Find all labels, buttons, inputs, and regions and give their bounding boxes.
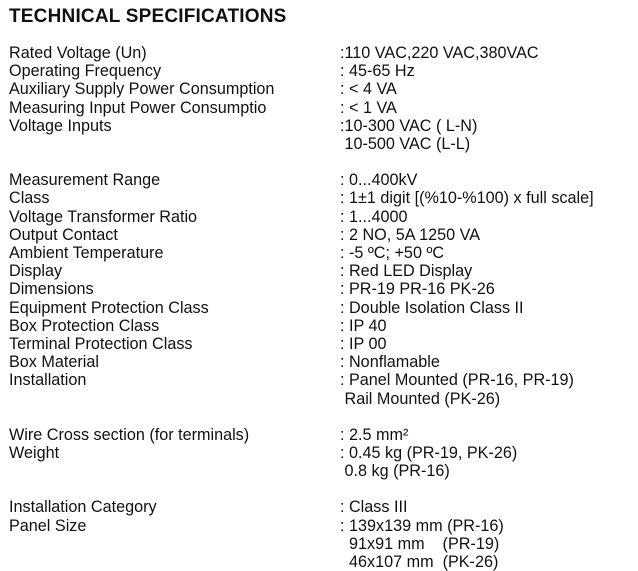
spec-value (340, 498, 634, 516)
spec-value-line: : 0.45 kg (PR-19, PK-26) (340, 444, 518, 463)
spec-row-measurement-range (9, 171, 634, 189)
spec-value-line: : 45-65 Hz (340, 62, 415, 81)
section-gap (9, 153, 634, 171)
spec-value (340, 117, 634, 153)
spec-label: Auxiliary Supply Power Consumption (9, 80, 275, 99)
spec-value (340, 62, 634, 80)
spec-row-dimensions (9, 280, 634, 298)
spec-value (340, 335, 634, 353)
spec-value-line: :110 VAC,220 VAC,380VAC (340, 44, 539, 62)
spec-value-line: : 2 NO, 5A 1250 VA (340, 225, 481, 244)
spec-table (9, 44, 634, 571)
spec-value-line: : 0...400kV (340, 171, 418, 190)
spec-row-rated-voltage (9, 44, 634, 62)
spec-value-line: 91x91 mm (PR-19) (340, 534, 500, 553)
spec-label: Operating Frequency (9, 62, 162, 81)
spec-row-display (9, 262, 634, 280)
spec-value-line: : Nonflamable (340, 353, 440, 372)
spec-row-output-contact (9, 226, 634, 244)
spec-value-line: 10-500 VAC (L-L) (340, 135, 471, 154)
spec-row-installation-category (9, 498, 634, 516)
spec-value-line: : Class III (340, 498, 408, 517)
spec-label: Installation Category (9, 498, 157, 517)
spec-value (340, 226, 634, 244)
spec-value (340, 371, 634, 407)
spec-value-line: : 2.5 mm² (340, 425, 409, 444)
spec-label: Installation (9, 371, 87, 390)
spec-value-line: :10-300 VAC ( L-N) (340, 116, 478, 135)
spec-value (340, 444, 634, 480)
spec-label: Rated Voltage (Un) (9, 44, 147, 62)
spec-label: Terminal Protection Class (9, 335, 193, 354)
spec-row-installation (9, 371, 634, 407)
section-gap (9, 480, 634, 498)
spec-row-measuring-input-power (9, 99, 634, 117)
spec-label: Voltage Inputs (9, 116, 112, 135)
spec-value-line: : 1...4000 (340, 207, 408, 226)
spec-value-line: : 1±1 digit [(%10-%100) x full scale] (340, 189, 594, 208)
spec-value-line: : < 4 VA (340, 80, 397, 99)
spec-row-box-protection (9, 317, 634, 335)
spec-row-weight (9, 444, 634, 480)
spec-value-line: Rail Mounted (PK-26) (340, 389, 501, 408)
spec-row-auxiliary-power (9, 80, 634, 98)
spec-label: Panel Size (9, 516, 87, 535)
spec-value-line: : Red LED Display (340, 262, 473, 281)
spec-value (340, 99, 634, 117)
spec-value-line: 0.8 kg (PR-16) (340, 462, 450, 481)
page-title: TECHNICAL SPECIFICATIONS (9, 6, 287, 27)
spec-label: Class (9, 189, 50, 208)
spec-value-line: : IP 40 (340, 316, 387, 335)
spec-label: Voltage Transformer Ratio (9, 207, 198, 226)
spec-value-line: : Panel Mounted (PR-16, PR-19) (340, 371, 574, 390)
spec-label: Ambient Temperature (9, 244, 164, 263)
spec-row-panel-size (9, 517, 634, 571)
spec-value (340, 80, 634, 98)
spec-label: Dimensions (9, 280, 94, 299)
spec-value-line: 46x107 mm (PK-26) (340, 553, 499, 571)
spec-value (340, 426, 634, 444)
spec-label: Measurement Range (9, 171, 161, 190)
spec-value-line: : IP 00 (340, 335, 387, 354)
spec-value (340, 208, 634, 226)
spec-row-terminal-protection (9, 335, 634, 353)
spec-label: Output Contact (9, 225, 118, 244)
spec-row-wire-cross-section (9, 426, 634, 444)
spec-label: Box Material (9, 353, 99, 372)
spec-value (340, 280, 634, 298)
spec-value (340, 262, 634, 280)
spec-label: Measuring Input Power Consumptio (9, 98, 267, 117)
spec-row-operating-frequency (9, 62, 634, 80)
spec-label: Weight (9, 444, 60, 463)
spec-label: Display (9, 262, 63, 281)
spec-value (340, 189, 634, 207)
spec-row-box-material (9, 353, 634, 371)
spec-value-line: : -5 ºC; +50 ºC (340, 244, 445, 263)
spec-label: Equipment Protection Class (9, 298, 209, 317)
spec-row-class (9, 189, 634, 207)
spec-value-line: : PR-19 PR-16 PK-26 (340, 280, 495, 299)
spec-row-voltage-inputs (9, 117, 634, 153)
spec-value (340, 44, 634, 62)
spec-row-ambient-temperature (9, 244, 634, 262)
spec-value (340, 317, 634, 335)
spec-value (340, 517, 634, 571)
spec-value-line: : < 1 VA (340, 98, 397, 117)
spec-label: Box Protection Class (9, 316, 160, 335)
spec-value-line: : 139x139 mm (PR-16) (340, 516, 504, 535)
spec-row-transformer-ratio (9, 208, 634, 226)
section-gap (9, 408, 634, 426)
spec-value (340, 244, 634, 262)
spec-value (340, 171, 634, 189)
spec-value (340, 299, 634, 317)
spec-label: Wire Cross section (for terminals) (9, 425, 250, 444)
spec-row-equipment-protection (9, 299, 634, 317)
spec-value-line: : Double Isolation Class II (340, 298, 524, 317)
spec-value (340, 353, 634, 371)
